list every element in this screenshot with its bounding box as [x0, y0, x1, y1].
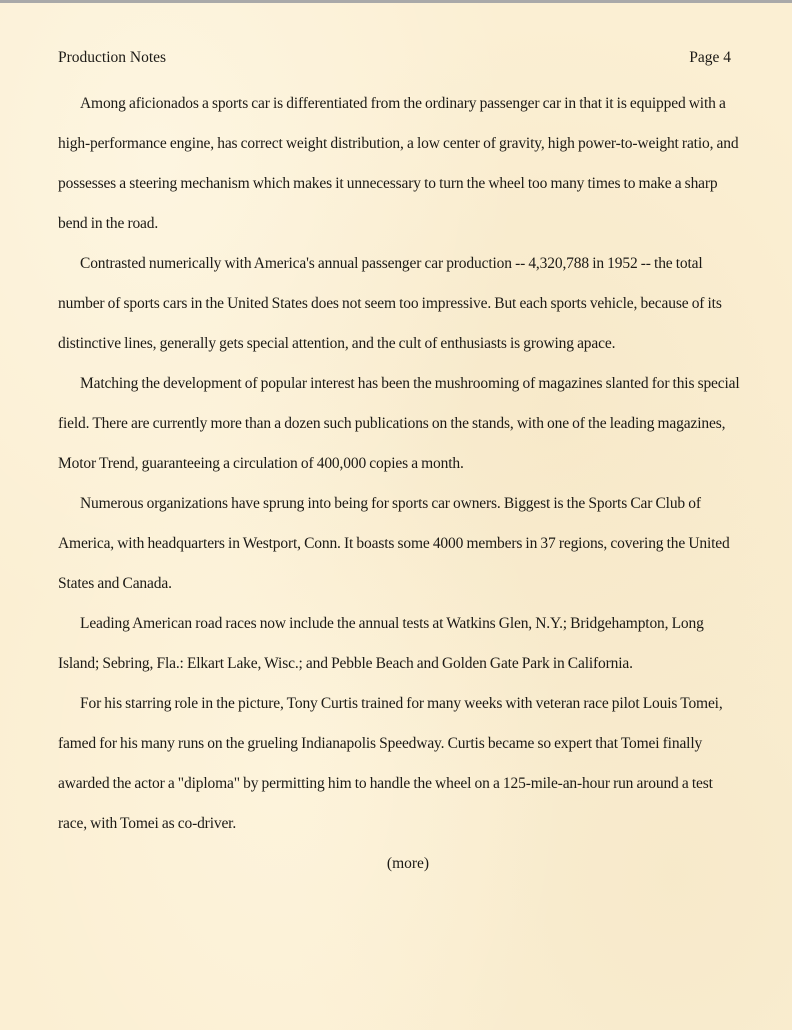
page-header [58, 44, 742, 72]
document-page [58, 44, 742, 884]
paragraph-tony-curtis-training: For his starring role in the picture, Tony Curtis trained for many weeks with veteran race pilot Louis Tomei, famed for his many runs on the grueling Indianapolis Speedway. Curtis became so expert that Tomei finally awarded the actor a "diploma" by permitting him to handle the wheel on a 125-mile-an-hour run around a test race, with Tomei as co-driver. [58, 695, 723, 832]
document-title: Production Notes [58, 49, 167, 66]
paragraph-road-races: Leading American road races now include the annual tests at Watkins Glen, N.Y.; Bridgehampton, Long Island; Sebring, Fla.: Elkart Lake, Wisc.; and Pebble Beach and Golden Gate Park in California. [58, 615, 704, 672]
paragraph-production-numbers: Contrasted numerically with America's annual passenger car production -- 4,320,788 in 1952 -- the total number of sports cars in the United States does not seem too impressive. But each sports vehicle, because of its distinctive lines, generally gets special attention, and the cult of enthusiasts is growing apace. [58, 255, 722, 352]
window-top-border [0, 0, 792, 3]
continuation-marker: (more) [386, 855, 430, 872]
paragraph-organizations: Numerous organizations have sprung into being for sports car owners. Biggest is the Sports Car Club of America, with headquarters in Westport, Conn. It boasts some 4000 members in 37 regions, covering the United States and Canada. [58, 495, 730, 592]
paragraph-sports-car-definition: Among aficionados a sports car is differentiated from the ordinary passenger car in that it is equipped with a high-performance engine, has correct weight distribution, a low center of gravity, high power-to-weight ratio, and possesses a steering mechanism which makes it unnecessary to turn the wheel too many times to make a sharp bend in the road. [58, 95, 739, 232]
document-body [58, 84, 742, 884]
page-number: Page 4 [689, 49, 731, 66]
paragraph-magazines: Matching the development of popular interest has been the mushrooming of magazines slanted for this special field. There are currently more than a dozen such publications on the stands, with one of the leading magazines, Motor Trend, guaranteeing a circulation of 400,000 copies a month. [58, 375, 740, 472]
